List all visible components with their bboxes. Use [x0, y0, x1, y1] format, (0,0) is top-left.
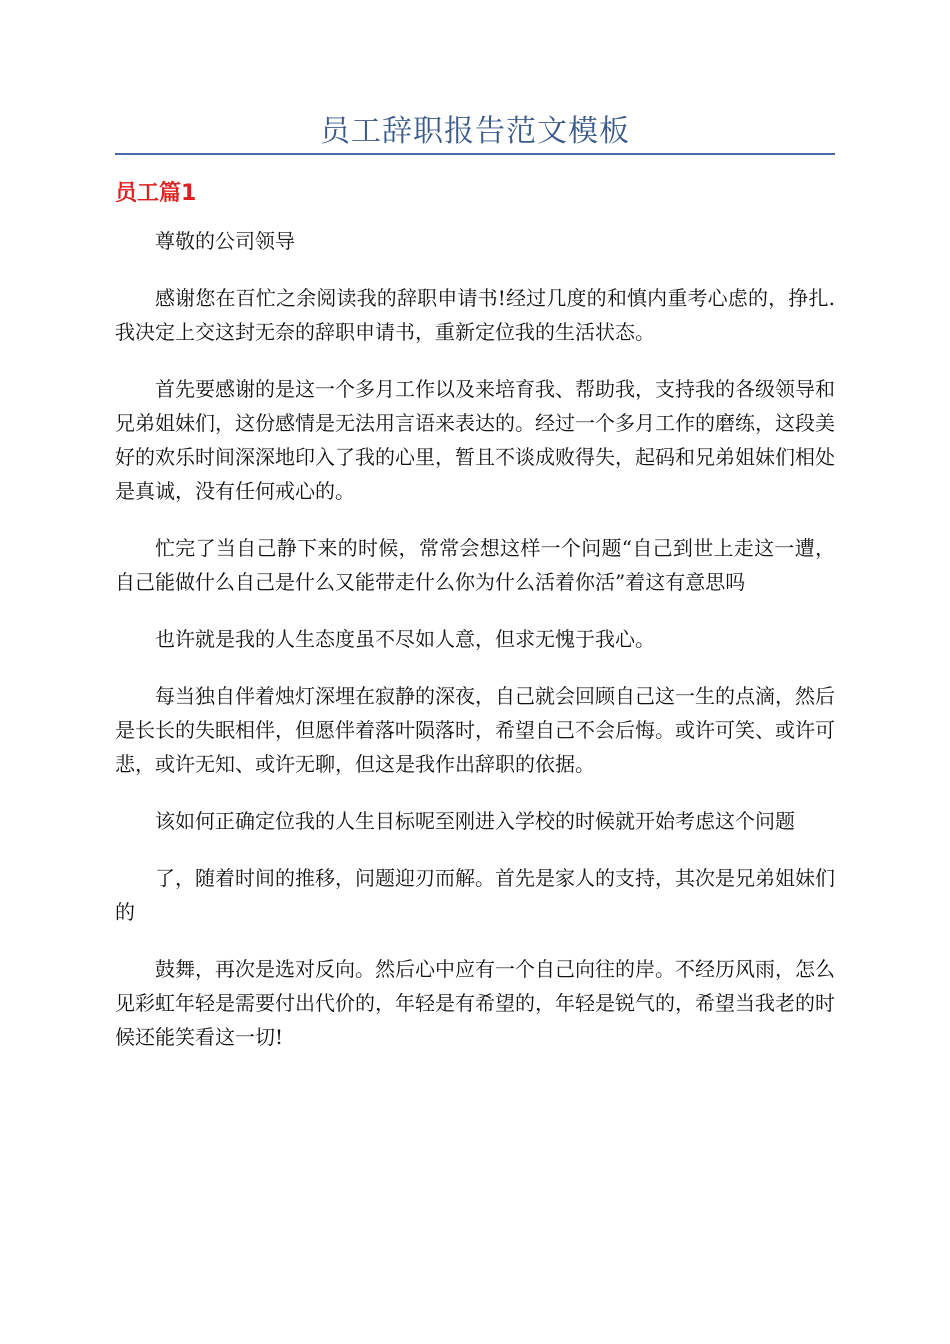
document-title: 员工辞职报告范文模板 — [320, 114, 630, 149]
title-underline-rule — [115, 153, 835, 155]
paragraph: 鼓舞，再次是选对反向。然后心中应有一个自己向往的岸。不经历风雨，怎么见彩虹年轻是需要付出代价的，年轻是有希望的，年轻是锐气的，希望当我老的时候还能笑看这一切! — [115, 957, 835, 1049]
paragraph: 该如何正确定位我的人生目标呢至刚进入学校的时候就开始考虑这个问题 — [155, 809, 795, 833]
section-heading: 员工篇1 — [115, 181, 197, 206]
document-body — [115, 224, 835, 1077]
paragraph: 每当独自伴着烛灯深埋在寂静的深夜，自己就会回顾自己这一生的点滴，然后是长长的失眠相伴，但愿伴着落叶陨落时，希望自己不会后悔。或许可笑、或许可悲，或许无知、或许无聊，但这是我作出辞职的依据。 — [115, 684, 835, 776]
paragraph: 忙完了当自己静下来的时候，常常会想这样一个问题“自己到世上走这一遭，自己能做什么自己是什么又能带走什么你为什么活着你活”着这有意思吗 — [115, 536, 835, 594]
paragraph: 也许就是我的人生态度虽不尽如人意，但求无愧于我心。 — [155, 627, 655, 651]
paragraph: 首先要感谢的是这一个多月工作以及来培育我、帮助我，支持我的各级领导和兄弟姐妹们，这份感情是无法用言语来表达的。经过一个多月工作的磨练，这段美好的欢乐时间深深地印入了我的心里，暂且不谈成败得失，起码和兄弟姐妹们相处是真诚，没有任何戒心的。 — [115, 377, 835, 503]
paragraph: 感谢您在百忙之余阅读我的辞职申请书!经过几度的和慎内重考心虑的，挣扎.我决定上交这封无奈的辞职申请书，重新定位我的生活状态。 — [115, 286, 835, 344]
salutation: 尊敬的公司领导 — [155, 229, 295, 253]
paragraph: 了，随着时间的推移，问题迎刃而解。首先是家人的支持，其次是兄弟姐妹们的 — [115, 866, 835, 924]
